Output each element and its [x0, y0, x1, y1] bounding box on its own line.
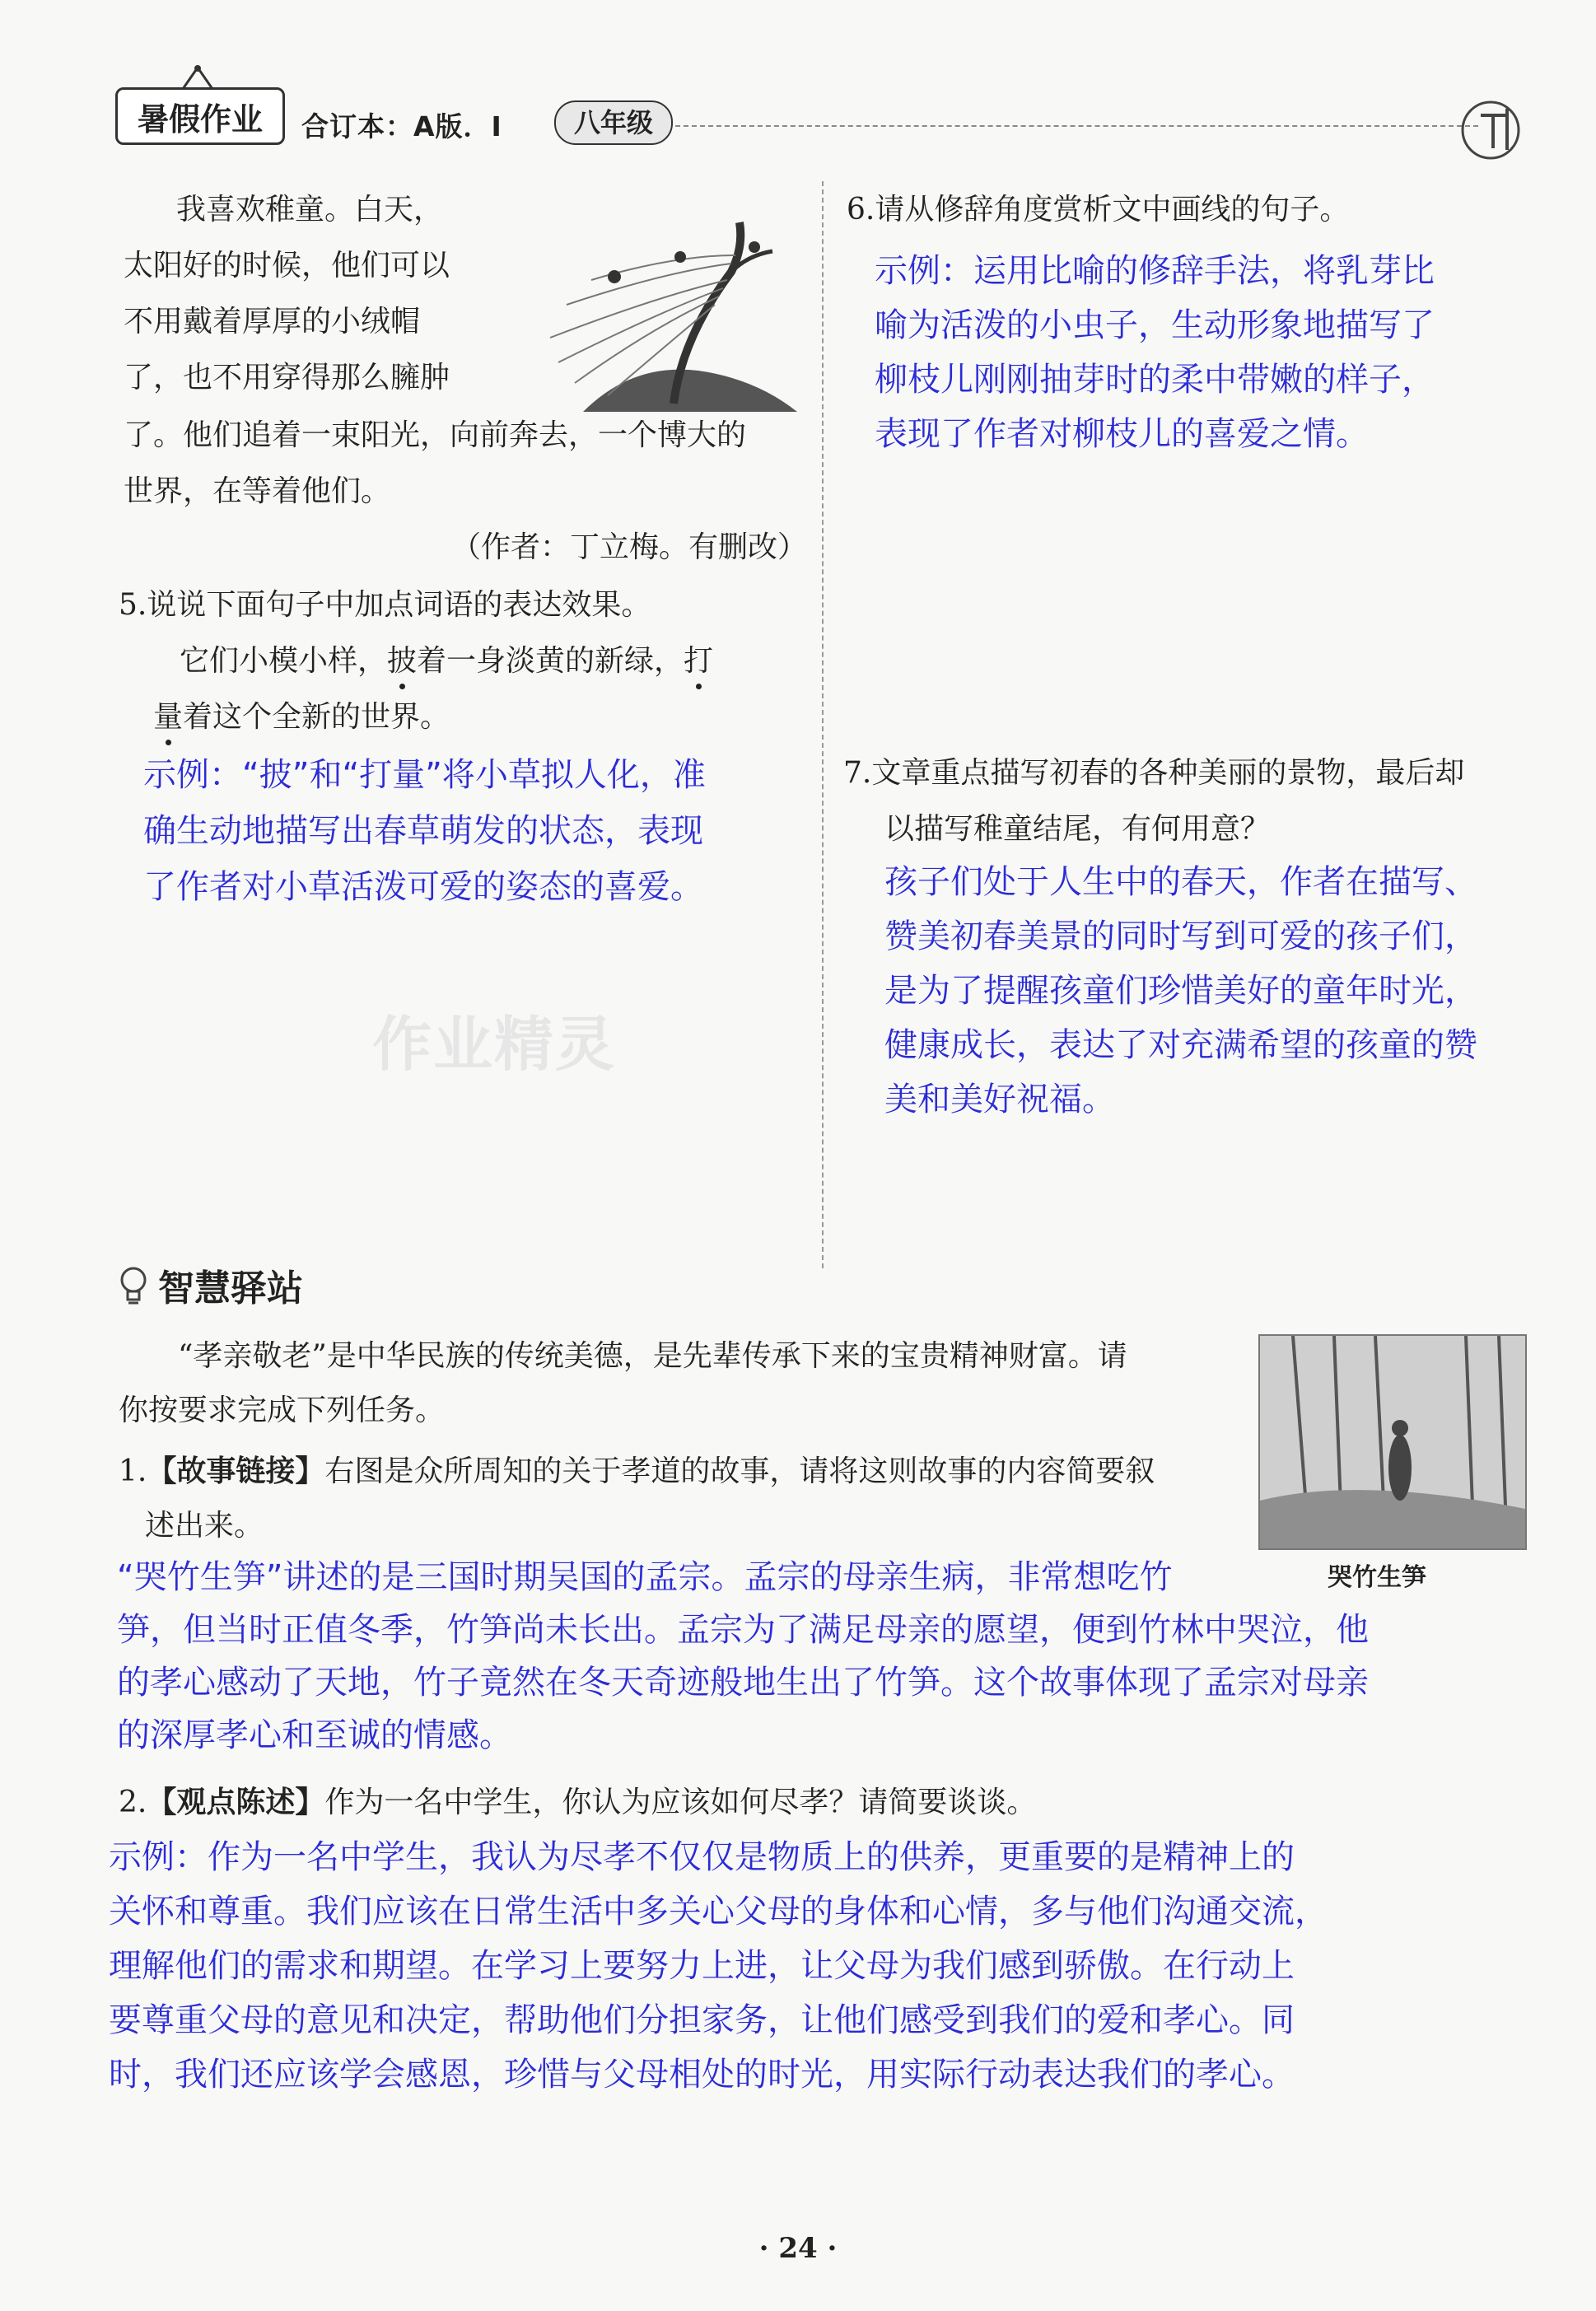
section-intro-line-2: 你按要求完成下列任务。: [119, 1394, 446, 1427]
passage-author: （作者：丁立梅。有删改）: [451, 530, 808, 564]
section-header: [115, 1258, 362, 1308]
watermark: 作业精灵: [372, 1010, 617, 1079]
header-badge: [115, 64, 280, 143]
q5-quoted-line-2: [153, 690, 450, 745]
task2-prompt: [119, 1776, 1036, 1830]
passage-line-6: 世界，在等着他们。: [124, 474, 391, 508]
task2-answer-line-3: 理解他们的需求和期望。在学习上要努力上进，让父母为我们感到骄傲。在行动上: [109, 1947, 1295, 1985]
q5-quote-text-c: 着一身淡黄的新绿，: [417, 644, 684, 678]
passage-line-1: 我喜欢稚童。白天，: [176, 193, 444, 226]
passage-line-4: 了，也不用穿得那么臃肿: [124, 361, 450, 395]
q7-answer-line-5: 美和美好祝福。: [884, 1081, 1115, 1118]
q6-answer-line-4: 表现了作者对柳枝儿的喜爱之情。: [875, 415, 1369, 453]
passage-line-5: 了。他们追着一束阳光，向前奔去，一个博大的: [124, 418, 747, 452]
q5-question: 5.说说下面句子中加点词语的表达效果。: [119, 588, 651, 622]
task1-number: 1.: [119, 1454, 147, 1488]
header-divider: [675, 125, 1478, 127]
lightbulb-icon: [115, 1265, 152, 1306]
q5-answer-line-1: 示例：“披”和“打量”将小草拟人化，准: [143, 756, 706, 794]
q5-quoted-line-1: [180, 634, 713, 689]
willow-tree-illustration: [534, 206, 797, 412]
task2-answer-line-5: 时，我们还应该学会感恩，珍惜与父母相处的时光，用实际行动表达我们的孝心。: [109, 2056, 1295, 2094]
logo-icon: [1458, 91, 1532, 165]
task2-answer-line-4: 要尊重父母的意见和决定，帮助他们分担家务，让他们感受到我们的爱和孝心。同: [109, 2001, 1295, 2039]
section-intro-line-1: “孝亲敬老”是中华民族的传统美德，是先辈传承下来的宝贵精神财富。请: [178, 1339, 1127, 1373]
q6-answer-line-3: 柳枝儿刚刚抽芽时的柔中带嫩的样子，: [875, 361, 1435, 399]
q6-answer-line-1: 示例：运用比喻的修辞手法，将乳芽比: [875, 252, 1435, 290]
task1-tag: 【故事链接】: [147, 1454, 325, 1488]
passage-line-2: 太阳好的时候，他们可以: [124, 249, 450, 282]
q7-question-line-2: 以描写稚童结尾，有何用意？: [884, 812, 1271, 846]
task2-text: 作为一名中学生，你认为应该如何尽孝？请简要谈谈。: [324, 1786, 1037, 1819]
task2-answer-line-1: 示例：作为一名中学生，我认为尽孝不仅仅是物质上的供养，更重要的是精神上的: [109, 1838, 1295, 1876]
q5-quote-text-a: 它们小模小样，: [180, 644, 388, 678]
task1-prompt: [119, 1445, 1155, 1499]
task1-prompt-line-2: 述出来。: [145, 1509, 264, 1543]
task1-answer-line-3: 的孝心感动了天地，竹子竟然在冬天奇迹般地生出了竹笋。这个故事体现了孟宗对母亲: [117, 1664, 1369, 1702]
grade-badge: 八年级: [554, 100, 673, 145]
q7-answer-line-4: 健康成长，表达了对充满希望的孩童的赞: [884, 1026, 1477, 1064]
illustration-caption: 哭竹生笋: [1328, 1563, 1426, 1592]
q7-answer-line-3: 是为了提醒孩童们珍惜美好的童年时光，: [884, 972, 1477, 1010]
q5-answer-line-3: 了作者对小草活泼可爱的姿态的喜爱。: [143, 868, 703, 906]
q5-answer-line-2: 确生动地描写出春草萌发的状态，表现: [143, 812, 703, 850]
task2-answer-line-2: 关怀和尊重。我们应该在日常生活中多关心父母的身体和心情，多与他们沟通交流，: [109, 1893, 1328, 1931]
page-number: · 24 ·: [758, 2232, 838, 2265]
badge-label: 暑假作业: [115, 87, 285, 145]
story-illustration: [1258, 1334, 1527, 1550]
q6-answer-line-2: 喻为活泼的小虫子，生动形象地描写了: [875, 306, 1435, 344]
bamboo-scene-image: [1260, 1336, 1525, 1548]
task1-answer-line-4: 的深厚孝心和至诚的情感。: [117, 1716, 512, 1754]
section-title: 智慧驿站: [158, 1268, 303, 1310]
task1-answer-line-2: 笋，但当时正值冬季，竹笋尚未长出。孟宗为了满足母亲的愿望，便到竹林中哭泣，他: [117, 1611, 1369, 1649]
q6-question: 6.请从修辞角度赏析文中画线的句子。: [847, 193, 1350, 226]
q5-emphasis-pi: 披: [387, 644, 418, 678]
q7-answer-line-1: 孩子们处于人生中的春天，作者在描写、: [884, 863, 1477, 901]
task1-text: 右图是众所周知的关于孝道的故事，请将这则故事的内容简要叙: [324, 1454, 1155, 1488]
task2-number: 2.: [119, 1786, 147, 1819]
q5-emphasis-liang: 量: [153, 700, 184, 734]
passage-line-3: 不用戴着厚厚的小绒帽: [124, 305, 421, 338]
q5-emphasis-da: 打: [684, 644, 714, 678]
task2-tag: 【观点陈述】: [147, 1786, 325, 1819]
task1-answer-line-1: “哭竹生笋”讲述的是三国时期吴国的孟宗。孟宗的母亲生病，非常想吃竹: [117, 1558, 1173, 1596]
column-divider: [822, 181, 824, 1268]
q7-answer-line-2: 赞美初春美景的同时写到可爱的孩子们，: [884, 917, 1477, 955]
book-title: 合订本：A版．I: [301, 110, 502, 142]
q7-question-line-1: 7.文章重点描写初春的各种美丽的景物，最后却: [843, 756, 1465, 790]
q5-quote-text-d: 着这个全新的世界。: [183, 700, 450, 734]
